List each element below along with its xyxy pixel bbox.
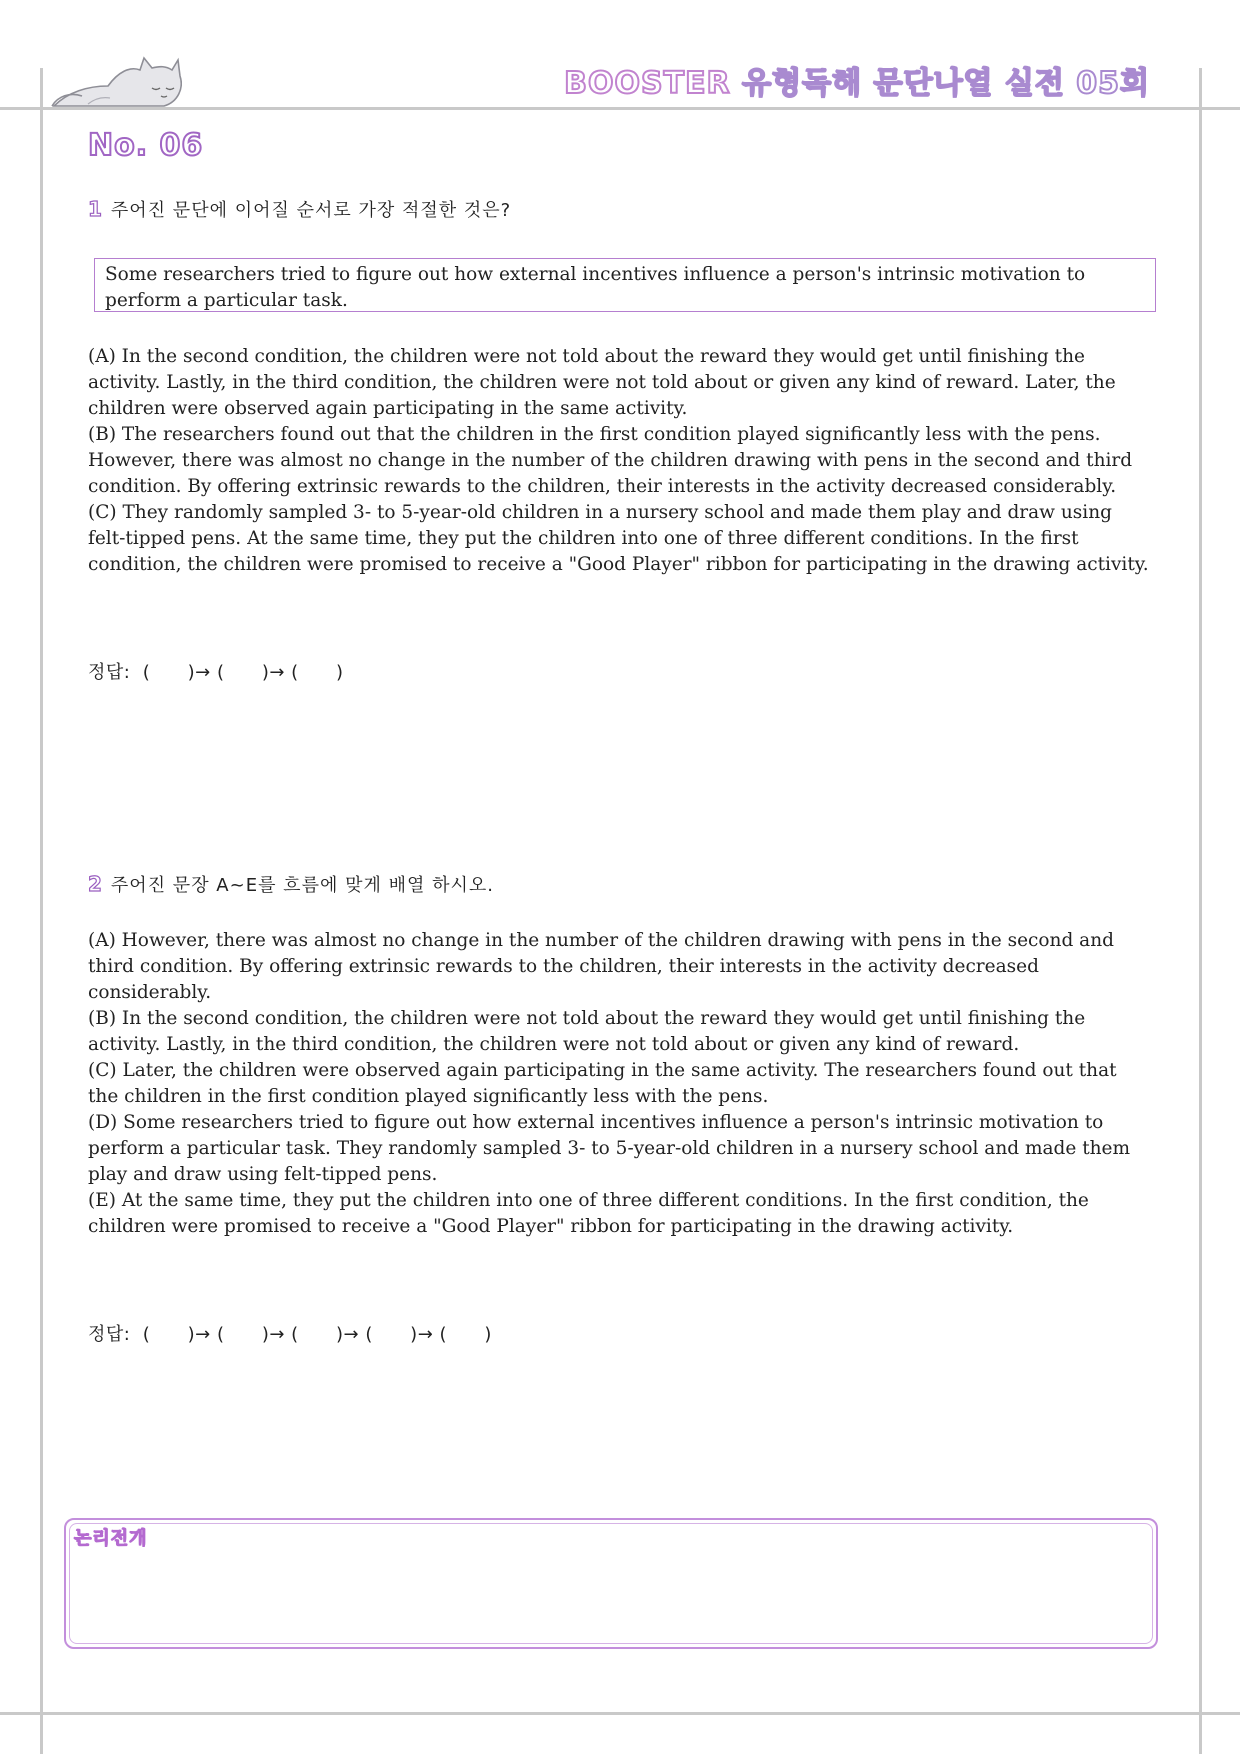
header-title — [564, 58, 1150, 102]
header-divider — [0, 107, 1240, 110]
question-2-sentence-d: (D) Some researchers tried to figure out how external incentives influence a person's intrinsic motivation to perform a particular task. They randomly sampled 3- to 5-year-old children in a nursery school and made them play and draw using felt-tipped pens. — [88, 1112, 1131, 1185]
header-title-brand: BOOSTER — [564, 66, 731, 101]
page-number-label: No. 06 — [88, 128, 204, 163]
question-2-prompt-line — [88, 871, 494, 897]
question-1-paragraph-c: (C) They randomly sampled 3- to 5-year-old children in a nursery school and made them play and draw using felt-tipped pens. At the same time, they put the children into one of three different conditions. In the first condition, the children were promised to receive a "Good Player" ribbon for participating in the drawing activity. — [88, 502, 1149, 575]
question-2-sentence-a: (A) However, there was almost no change in the number of the children drawing with pens in the second and third condition. By offering extrinsic rewards to the children, their interests in the activity decreased considerably. — [88, 930, 1114, 1003]
question-1-paragraph-a: (A) In the second condition, the children were not told about the reward they would get until finishing the activity. Lastly, in the third condition, the children were not told about or given any kind of reward. Later, the children were observed again participating in the same activity. — [88, 346, 1116, 419]
question-2-sentence-e: (E) At the same time, they put the children into one of three different conditions. In the first condition, the children were promised to receive a "Good Player" ribbon for participating in the drawing activity. — [88, 1190, 1089, 1237]
question-1-prompt: 주어진 문단에 이어질 순서로 가장 적절한 것은? — [110, 200, 512, 221]
question-2-passage — [88, 928, 1150, 1240]
page-frame-left-line — [40, 68, 43, 1754]
question-2-answer-line: 정답: ( )→ ( )→ ( )→ ( )→ ( ) — [88, 1324, 492, 1345]
header-title-subtitle: 유형독해 문단나열 실전 05회 — [742, 66, 1150, 101]
question-2-sentence-b: (B) In the second condition, the children were not told about the reward they would get until finishing the activity. Lastly, in the third condition, the children were not told about or given any kind of reward. — [88, 1008, 1086, 1055]
logic-flow-memo-box[interactable] — [64, 1518, 1158, 1649]
page-frame-right-line — [1199, 68, 1202, 1754]
question-1-answer-line: 정답: ( )→ ( )→ ( ) — [88, 662, 344, 683]
question-1-number: 1 — [88, 197, 103, 221]
question-2-sentence-c: (C) Later, the children were observed again participating in the same activity. The researchers found out that the children in the first condition played significantly less with the pens. — [88, 1060, 1117, 1107]
question-1-passage — [88, 344, 1150, 578]
sleeping-cat-icon — [48, 52, 182, 112]
question-2-number: 2 — [88, 872, 103, 896]
question-1-prompt-line — [88, 196, 511, 222]
question-1-paragraph-b: (B) The researchers found out that the children in the first condition played significantly less with the pens. However, there was almost no change in the number of the children drawing with pens in the second and third condition. By offering extrinsic rewards to the children, their interests in the activity decreased considerably. — [88, 424, 1133, 497]
memo-box-label: 논리전개 — [74, 1528, 148, 1549]
footer-divider — [0, 1712, 1240, 1715]
given-paragraph-box: Some researchers tried to figure out how external incentives influence a person's intrinsic motivation to perform a particular task. — [94, 258, 1156, 312]
question-2-prompt: 주어진 문장 A~E를 흐름에 맞게 배열 하시오. — [110, 875, 494, 896]
